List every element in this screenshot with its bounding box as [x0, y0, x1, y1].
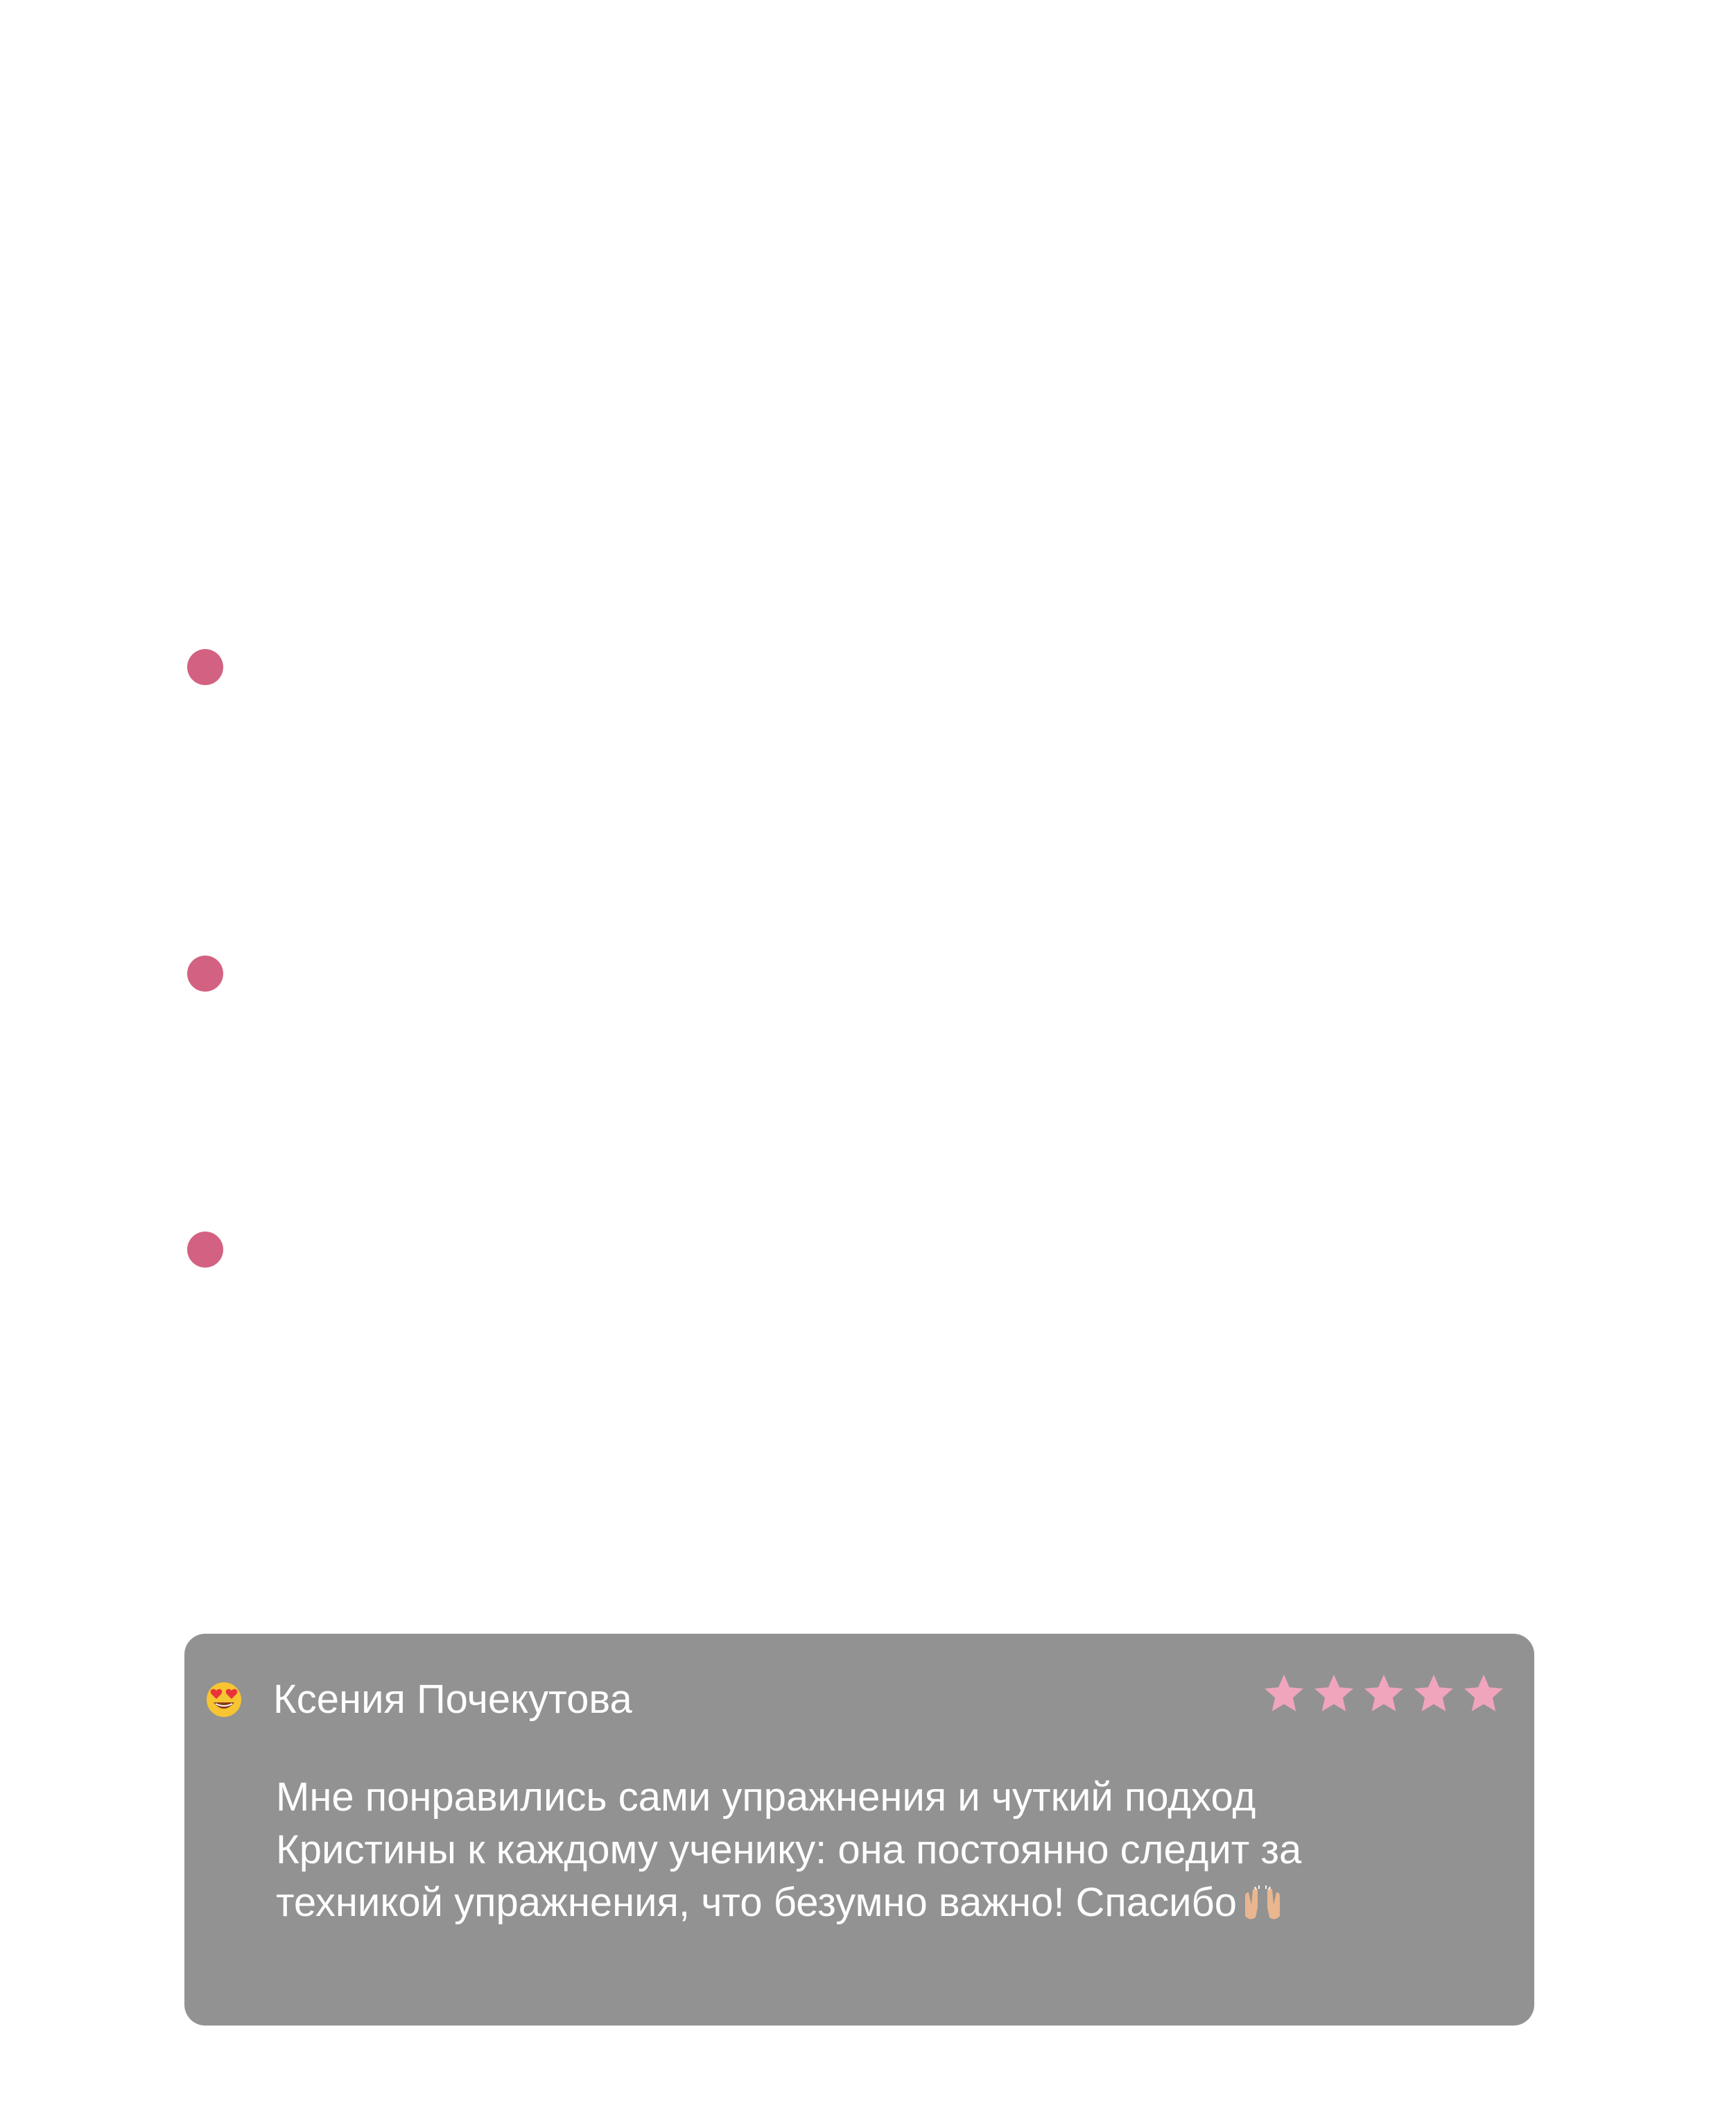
reviewer-name: Ксения Почекутова	[273, 1677, 632, 1722]
star-icon	[1462, 1672, 1505, 1715]
review-text-body: Мне понравились сами упражнения и чуткий подход Кристины к каждому ученику: она постоянно следит за техникой упражнения, что безумно важно! Спасибо	[276, 1775, 1302, 1925]
review-card	[184, 1634, 1534, 2026]
star-icon	[1312, 1672, 1355, 1715]
review-text	[276, 1771, 1316, 1929]
bullet-dot-3	[187, 1232, 223, 1268]
raising-hands-icon	[1241, 1883, 1284, 1922]
bullet-dot-1	[187, 649, 223, 685]
star-icon	[1412, 1672, 1455, 1715]
star-icon	[1262, 1672, 1305, 1715]
star-rating	[1262, 1672, 1505, 1715]
star-icon	[1362, 1672, 1405, 1715]
smiling-face-with-heart-eyes-icon	[205, 1681, 243, 1718]
bullet-dot-2	[187, 956, 223, 992]
